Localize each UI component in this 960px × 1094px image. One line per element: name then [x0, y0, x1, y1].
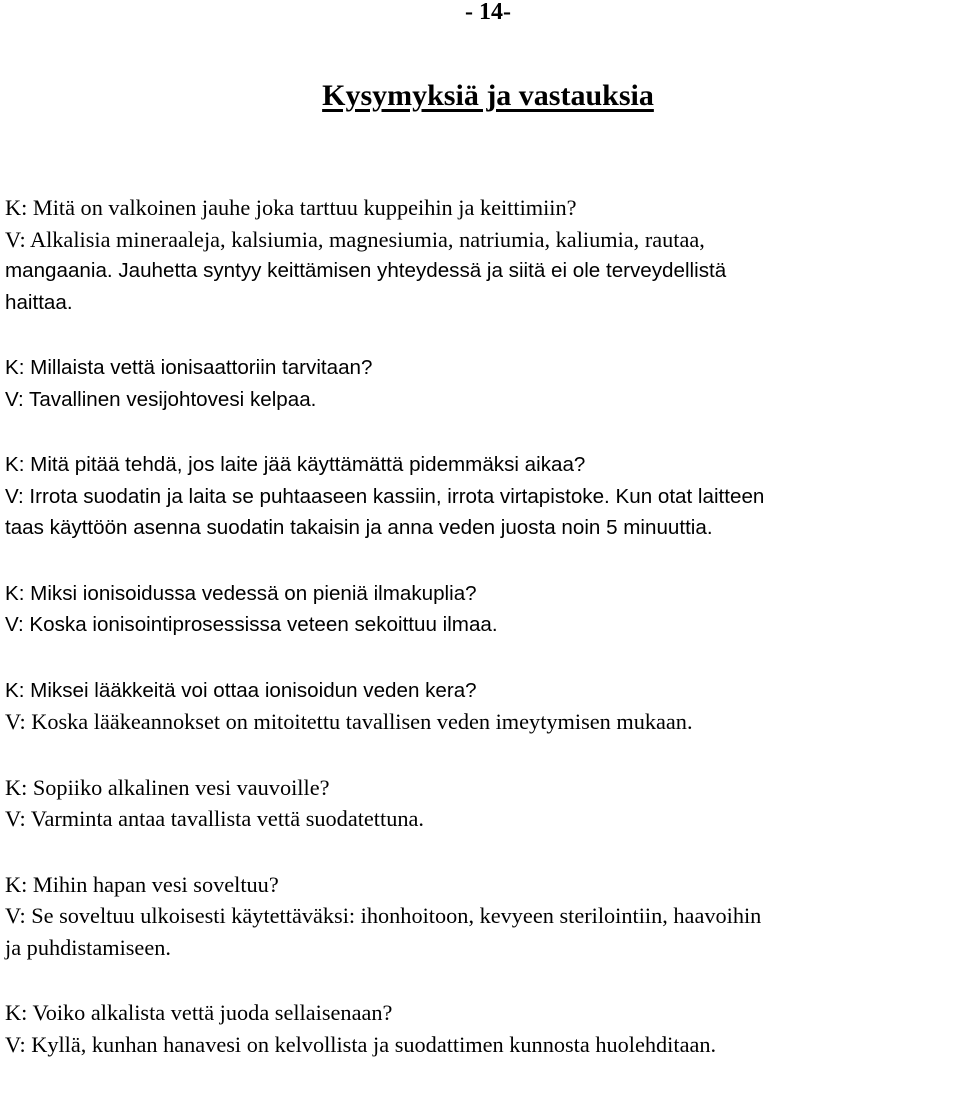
qa-item [5, 675, 957, 738]
question-line: K: Voiko alkalista vettä juoda sellaisenaan? [5, 1000, 393, 1025]
qa-item [5, 449, 957, 544]
qa-item [5, 578, 957, 641]
question-line: K: Miksi ionisoidussa vedessä on pieniä ilmakuplia? [5, 581, 477, 605]
qa-list [5, 192, 957, 1094]
answer-line: V: Irrota suodatin ja laita se puhtaaseen kassiin, irrota virtapistoke. Kun otat laitteen [5, 484, 765, 508]
answer-line: V: Tavallinen vesijohtovesi kelpaa. [5, 387, 317, 411]
answer-line: V: Alkalisia mineraaleja, kalsiumia, magnesiumia, natriumia, kaliumia, rautaa, [5, 226, 705, 252]
answer-line: V: Kyllä, kunhan hanavesi on kelvollista ja suodattimen kunnosta huolehditaan. [5, 1031, 717, 1057]
qa-item [5, 352, 957, 415]
page-number: - 14- [465, 0, 511, 25]
question-line: K: Miksei lääkkeitä voi ottaa ionisoidun veden kera? [5, 678, 477, 702]
qa-item [5, 772, 957, 835]
question-line: K: Mihin hapan vesi soveltuu? [5, 871, 279, 897]
qa-item [5, 997, 957, 1060]
answer-continuation-line: haittaa. [5, 290, 73, 314]
answer-line: V: Koska lääkeannokset on mitoitettu tavallisen veden imeytymisen mukaan. [5, 709, 693, 734]
question-line: K: Mitä on valkoinen jauhe joka tarttuu kuppeihin ja keittimiin? [5, 195, 577, 220]
answer-continuation-line: taas käyttöön asenna suodatin takaisin ja anna veden juosta noin 5 minuuttia. [5, 516, 713, 539]
answer-continuation-line: ja puhdistamiseen. [5, 934, 171, 960]
answer-line: V: Varminta antaa tavallista vettä suodatettuna. [5, 806, 424, 831]
question-line: K: Mitä pitää tehdä, jos laite jää käyttämättä pidemmäksi aikaa? [5, 453, 586, 476]
question-line: K: Millaista vettä ionisaattoriin tarvitaan? [5, 356, 373, 379]
answer-line: V: Se soveltuu ulkoisesti käytettäväksi: ihonhoitoon, kevyeen sterilointiin, haavoihin [5, 903, 762, 928]
question-line: K: Sopiiko alkalinen vesi vauvoille? [5, 774, 330, 800]
qa-item [5, 869, 957, 964]
qa-item [5, 192, 957, 318]
page-title: Kysymyksiä ja vastauksia [322, 79, 654, 112]
answer-continuation-line: mangaania. Jauhetta syntyy keittämisen yhteydessä ja siitä ei ole terveydellistä [5, 259, 727, 282]
answer-line: V: Koska ionisointiprosessissa veteen sekoittuu ilmaa. [5, 613, 498, 636]
